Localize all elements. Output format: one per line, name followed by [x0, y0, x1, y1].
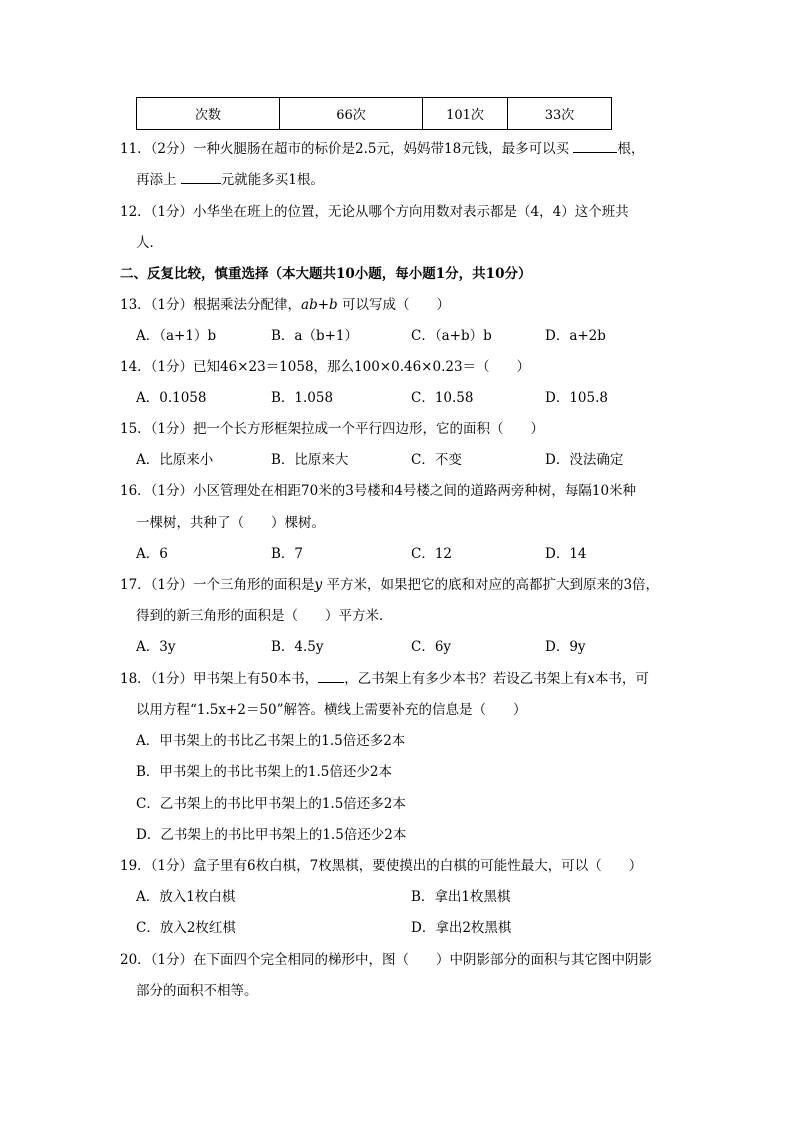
question-12-cont: 人．	[136, 235, 163, 251]
table-row	[137, 98, 612, 130]
question-16: 16．（1分）小区管理处在相距70米的3号楼和4号楼之间的道路两旁种树，每隔10米种	[120, 483, 637, 499]
option-c: C．不变	[411, 452, 462, 468]
question-18: 18．（1分）甲书架上有50本书， ，乙书架上有多少本书？若设乙书架上有x本书，可	[120, 671, 649, 687]
option-b: B．甲书架上的书比书架上的1.5倍还少2本	[136, 764, 392, 780]
option-d: D．没法确定	[545, 452, 624, 468]
question-20: 20．（1分）在下面四个完全相同的梯形中，图（ ）中阴影部分的面积与其它图中阴影	[120, 952, 653, 968]
option-c: C．放入2枚红棋	[136, 920, 236, 936]
section-title: 二、反复比较，慎重选择（本大题共10小题，每小题1分，共10分）	[120, 266, 532, 282]
option-a: A．比原来小	[136, 452, 214, 468]
question-17: 17．（1分）一个三角形的面积是y 平方米，如果把它的底和对应的高都扩大到原来的3倍，	[120, 577, 660, 593]
table-cell: 66次	[280, 98, 423, 130]
option-c: C．（a+b）b	[411, 328, 492, 344]
answer-blank	[573, 152, 617, 153]
question-11: 11．（2分）一种火腿肠在超市的标价是2.5元，妈妈带18元钱，最多可以买 根，	[120, 141, 645, 157]
option-b: B．7	[271, 546, 304, 562]
question-11-cont: 再添上 元就能多买1根。	[136, 172, 324, 188]
table-cell: 33次	[508, 98, 612, 130]
option-d: D．105.8	[545, 390, 608, 406]
table-cell: 次数	[137, 98, 280, 130]
question-20-cont: 部分的面积不相等。	[136, 983, 258, 999]
question-17-cont: 得到的新三角形的面积是（ ）平方米．	[136, 608, 393, 624]
option-d: D．乙书架上的书比甲书架上的1.5倍还少2本	[136, 827, 407, 843]
option-d: D．a+2b	[545, 328, 606, 344]
option-d: D．拿出2枚黑棋	[411, 920, 512, 936]
question-14: 14．（1分）已知46×23＝1058，那么100×0.46×0.23＝（ ）	[120, 359, 531, 375]
option-a: A．6	[136, 546, 168, 562]
option-a: A．0.1058	[136, 390, 207, 406]
answer-blank	[181, 183, 221, 184]
option-c: C．10.58	[411, 390, 474, 406]
option-b: B．4.5y	[271, 639, 324, 655]
option-a: A．（a+1）b	[136, 328, 217, 344]
option-d: D．9y	[545, 639, 586, 655]
option-d: D．14	[545, 546, 587, 562]
question-19: 19．（1分）盒子里有6枚白棋，7枚黑棋，要使摸出的白棋的可能性最大，可以（ ）	[120, 858, 643, 874]
option-c: C．6y	[411, 639, 452, 655]
option-b: B．比原来大	[271, 452, 349, 468]
option-c: C．乙书架上的书比甲书架上的1.5倍还多2本	[136, 796, 406, 812]
option-b: B．拿出1枚黑棋	[411, 889, 511, 905]
option-a: A．3y	[136, 639, 176, 655]
table-cell: 101次	[423, 98, 508, 130]
question-12: 12．（1分）小华坐在班上的位置，无论从哪个方向用数对表示都是（4，4）这个班共	[120, 204, 629, 220]
option-c: C．12	[411, 546, 453, 562]
data-table	[136, 97, 612, 130]
option-b: B．a（b+1）	[271, 328, 359, 344]
question-15: 15．（1分）把一个长方形框架拉成一个平行四边形，它的面积（ ）	[120, 421, 545, 437]
question-18-cont: 以用方程“1.5x+2＝50”解答。横线上需要补充的信息是（ ）	[136, 702, 527, 718]
question-13: 13．（1分）根据乘法分配律，ab+b 可以写成（ ）	[120, 297, 450, 313]
question-16-cont: 一棵树，共种了（ ）棵树。	[136, 515, 325, 531]
answer-blank	[318, 682, 344, 683]
option-a: A．放入1枚白棋	[136, 889, 236, 905]
option-a: A．甲书架上的书比乙书架上的1.5倍还多2本	[136, 733, 406, 749]
option-b: B．1.058	[271, 390, 334, 406]
